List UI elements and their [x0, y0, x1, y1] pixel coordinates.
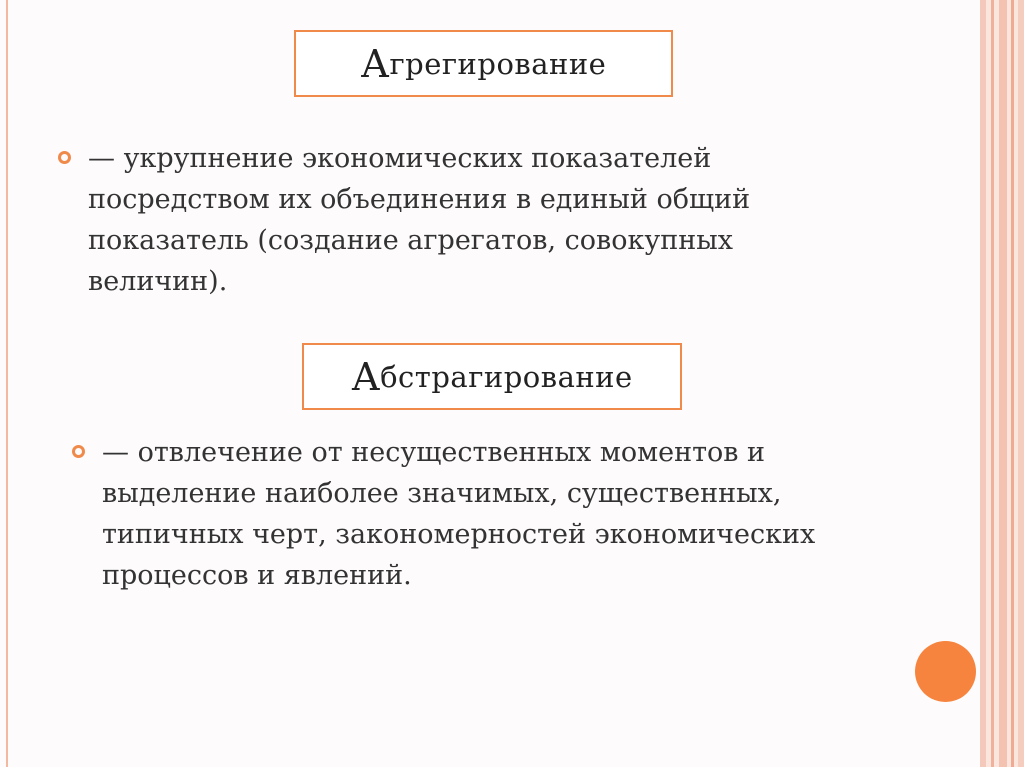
title-abstraction-rest: бстрагирование: [380, 359, 633, 394]
definition-line: процессов и явлений.: [102, 560, 412, 591]
title-abstraction-initial: А: [351, 354, 381, 399]
definition-line: — укрупнение экономических показателей: [88, 143, 712, 174]
orange-circle-icon: [915, 641, 976, 702]
title-aggregation-rest: грегирование: [389, 46, 607, 81]
definition-aggregation: [88, 138, 750, 302]
definition-line: — отвлечение от несущественных моментов и: [102, 437, 766, 468]
definition-line: выделение наиболее значимых, существенных,: [102, 478, 782, 509]
definition-line: величин).: [88, 266, 228, 297]
bullet-icon: [72, 445, 85, 458]
definition-line: посредством их объединения в единый общий: [88, 184, 751, 215]
bullet-icon: [58, 151, 71, 164]
definition-line: типичных черт, закономерностей экономических: [102, 519, 816, 550]
definition-abstraction: [102, 432, 815, 596]
title-abstraction: [302, 343, 682, 410]
definition-line: показатель (создание агрегатов, совокупных: [88, 225, 733, 256]
left-border-line: [6, 0, 8, 767]
title-aggregation: [294, 30, 673, 97]
title-aggregation-initial: А: [360, 41, 390, 86]
right-decorative-stripes: [980, 0, 1024, 767]
